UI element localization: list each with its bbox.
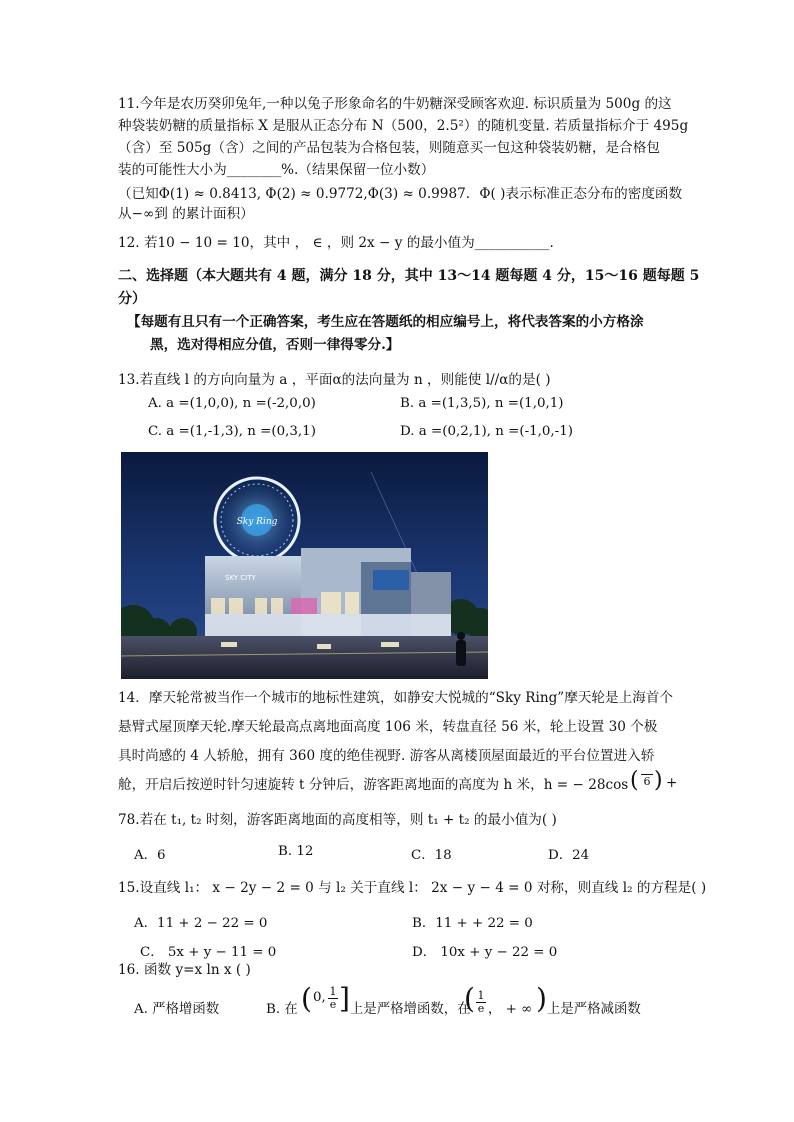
ferris-wheel-photo bbox=[121, 452, 488, 679]
q14-option-b: B. 12 bbox=[278, 844, 314, 859]
q14-plus: + bbox=[666, 775, 678, 791]
q14-paren-right: ) bbox=[654, 768, 663, 793]
section2-note-line2: 黑，选对得相应分值，否则一律得零分.】 bbox=[150, 337, 400, 353]
q13-stem: 13.若直线 l 的方向向量为 a ，平面α的法向量为 n ，则能使 l//α的是( ) bbox=[118, 372, 551, 388]
q14-line4: 舱，开启后按逆时针匀速旋转 t 分钟后，游客距离地面的高度为 h 米，h = − 28cos bbox=[118, 777, 629, 793]
q14-fraction bbox=[641, 774, 653, 788]
q16-interval1-bracket: ( bbox=[301, 982, 312, 1015]
q15-option-b: B．11 + + 22 = 0 bbox=[412, 916, 533, 931]
q16-option-b-prefix: B. 在 bbox=[266, 1002, 298, 1017]
section2-title-line1: 二、选择题（本大题共有 4 题，满分 18 分，其中 13～14 题每题 4 分，15～16 题每题 5 bbox=[118, 268, 700, 284]
q11-line3: （含）至 505g（含）之间的产品包装为合格包装，则随意买一包这种袋装奶糖，是合格包 bbox=[118, 140, 660, 156]
q16-interval1-fraction bbox=[328, 986, 338, 1011]
q16-interval2-fraction bbox=[476, 990, 486, 1015]
q16-interval1-denominator: e bbox=[329, 998, 337, 1011]
q16-interval1-start: 0, bbox=[313, 990, 326, 1005]
q16-option-b-suffix: 上是严格减函数 bbox=[547, 1002, 641, 1017]
q15-option-c: C． 5x + y − 11 = 0 bbox=[140, 945, 277, 960]
q11-line1: 11.今年是农历癸卯兔年,一种以兔子形象命名的牛奶糖深受顾客欢迎. 标识质量为 500g 的这 bbox=[118, 96, 672, 112]
q16-interval2-open: ( bbox=[464, 982, 475, 1015]
q15-option-a: A．11 + 2 − 22 = 0 bbox=[134, 916, 268, 931]
q11-line4: 装的可能性大小为________%.（结果保留一位小数） bbox=[118, 162, 435, 178]
q16-interval1-close: ] bbox=[339, 982, 350, 1015]
q16-option-a: A. 严格增函数 bbox=[134, 1002, 220, 1017]
q11-line2: 种袋装奶糖的质量指标 X 是服从正态分布 N（500，2.5²）的随机变量. 若质量指标介于 495g bbox=[118, 118, 689, 134]
q16-interval2-end: ， + ∞ bbox=[488, 1002, 533, 1017]
q16-interval2-numerator: 1 bbox=[477, 989, 485, 1002]
street bbox=[121, 636, 488, 679]
q12-line1: 12. 若10 − 10 = 10，其中 ， ∈ ，则 2x − y 的最小值为___________. bbox=[118, 235, 554, 251]
section2-note-line1: 【每题有且只有一个正确答案，考生应在答题纸的相应编号上，将代表答案的小方格涂 bbox=[127, 314, 644, 330]
q14-line5: 78.若在 t₁, t₂ 时刻，游客距离地面的高度相等，则 t₁ + t₂ 的最小值为( ) bbox=[118, 812, 557, 828]
pedestrian bbox=[456, 632, 466, 666]
q13-option-d: D. a =(0,2,1), n =(-1,0,-1) bbox=[400, 424, 573, 439]
section2-title-line2: 分） bbox=[118, 291, 146, 307]
q15-option-d: D． 10x + y − 22 = 0 bbox=[412, 945, 558, 960]
q14-option-c: C．18 bbox=[411, 848, 452, 863]
q16-stem: 16. 函数 y=x ln x ( ) bbox=[118, 962, 251, 978]
q14-fraction-denominator: 6 bbox=[643, 775, 651, 788]
q11-hint2: 从−∞到 的累计面积） bbox=[118, 206, 254, 222]
q13-option-a: A. a =(1,0,0), n =(-2,0,0) bbox=[148, 396, 316, 411]
q14-line1: 14．摩天轮常被当作一个城市的地标性建筑，如静安大悦城的“Sky Ring”摩天轮是上海首个 bbox=[118, 690, 673, 706]
q13-option-c: C. a =(1,-1,3), n =(0,3,1) bbox=[148, 424, 316, 439]
q15-stem: 15.设直线 l₁： x − 2y − 2 = 0 与 l₂ 关于直线 l： 2x − y − 4 = 0 对称，则直线 l₂ 的方程是( ) bbox=[118, 880, 707, 896]
ferris-wheel-illustration bbox=[121, 452, 488, 679]
q14-line3: 具时尚感的 4 人轿舱，拥有 360 度的绝佳视野. 游客从离楼顶屋面最近的平台位置进入轿 bbox=[118, 748, 655, 764]
wheel-logo-text: Sky Ring bbox=[236, 517, 278, 527]
q14-option-a: A．6 bbox=[134, 848, 166, 863]
q14-option-d: D．24 bbox=[548, 848, 590, 863]
mall-sign-text: SKY CITY bbox=[225, 574, 256, 582]
q16-interval1-numerator: 1 bbox=[329, 985, 337, 998]
q16-interval2-close: ) bbox=[536, 982, 547, 1015]
q11-hint1: （已知Φ(1) ≈ 0.8413, Φ(2) ≈ 0.9772,Φ(3) ≈ 0.9987．Φ( )表示标准正态分布的密度函数 bbox=[118, 186, 683, 202]
q13-option-b: B. a =(1,3,5), n =(1,0,1) bbox=[400, 396, 564, 411]
q14-line2: 悬臂式屋顶摩天轮.摩天轮最高点离地面高度 106 米，转盘直径 56 米，轮上设置 30 个极 bbox=[118, 719, 658, 735]
q16-option-b-mid: 上是严格增函数，在 bbox=[350, 1002, 471, 1017]
q14-paren-left: ( bbox=[630, 768, 639, 793]
q16-interval2-denominator: e bbox=[477, 1002, 485, 1015]
